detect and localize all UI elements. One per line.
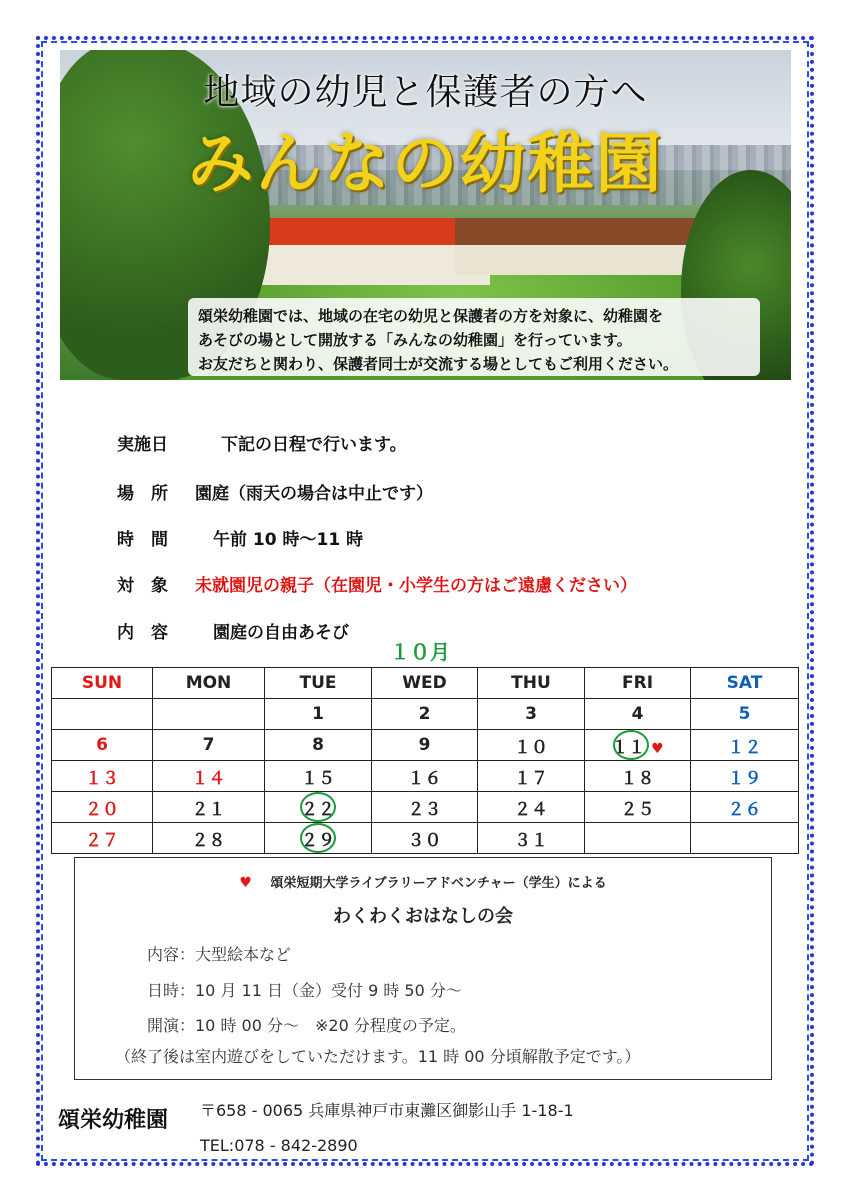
intro-line: あそびの場として開放する「みんなの幼稚園」を行っています。 — [198, 331, 632, 349]
event-start: 開演：10 時 00 分〜 ※20 分程度の予定。 — [147, 1016, 466, 1035]
calendar-day-number: １１ — [611, 737, 646, 758]
info-value: 下記の日程で行います。 — [221, 435, 407, 455]
calendar-day: 6 — [52, 730, 153, 761]
day-header-sat: SAT — [691, 668, 799, 699]
calendar-day: １０ — [478, 730, 585, 761]
calendar-header-row — [52, 668, 799, 699]
calendar-day: ２７ — [52, 823, 153, 854]
calendar-week-row — [52, 761, 799, 792]
info-row-target — [117, 571, 637, 596]
info-row-place — [117, 479, 433, 504]
calendar-day: ２０ — [52, 792, 153, 823]
calendar-day: ２８ — [153, 823, 265, 854]
calendar-day: ２３ — [372, 792, 478, 823]
calendar-day: １３ — [52, 761, 153, 792]
event-circle-marker — [613, 730, 649, 760]
info-label: 場 所 — [117, 484, 168, 504]
intro-line: 頌栄幼稚園では、地域の在宅の幼児と保護者の方を対象に、幼稚園を — [198, 307, 664, 325]
calendar-day — [585, 823, 691, 854]
day-header-wed: WED — [372, 668, 478, 699]
calendar-day: １６ — [372, 761, 478, 792]
calendar-day: 9 — [372, 730, 478, 761]
info-value: 午前 10 時〜11 時 — [213, 530, 364, 550]
calendar-day-event — [585, 730, 691, 761]
calendar-day: 2 — [372, 699, 478, 730]
calendar-day: 7 — [153, 730, 265, 761]
info-row-content — [117, 618, 349, 643]
day-header-tue: TUE — [265, 668, 372, 699]
school-tel: TEL:078 - 842-2890 — [200, 1136, 358, 1155]
intro-text — [188, 298, 760, 376]
calendar-day: １８ — [585, 761, 691, 792]
calendar-day: 8 — [265, 730, 372, 761]
school-address: 〒658 - 0065 兵庫県神戸市東灘区御影山手 1-18-1 — [200, 1101, 574, 1120]
info-row-time — [117, 525, 363, 550]
calendar-day: １５ — [265, 761, 372, 792]
hero-subtitle: 地域の幼児と保護者の方へ — [203, 72, 648, 113]
calendar-day-event — [265, 823, 372, 854]
event-box — [74, 857, 772, 1080]
hero-building-right — [455, 245, 720, 275]
calendar-day — [153, 699, 265, 730]
event-datetime: 日時：10 月 11 日（金）受付 9 時 50 分〜 — [147, 981, 462, 1000]
hero-roof-brown — [455, 218, 725, 248]
calendar-table — [51, 667, 799, 854]
calendar-day — [52, 699, 153, 730]
event-circle-marker — [300, 792, 336, 822]
calendar-day-event — [265, 792, 372, 823]
calendar-week-row — [52, 792, 799, 823]
calendar-day: 4 — [585, 699, 691, 730]
info-value: 園庭の自由あそび — [213, 623, 349, 643]
calendar-day: ２６ — [691, 792, 799, 823]
day-header-sun: SUN — [52, 668, 153, 699]
event-organizer — [75, 872, 771, 891]
intro-line: お友だちと関わり、保護者同士が交流する場としてもご利用ください。 — [198, 355, 679, 373]
info-label: 対 象 — [117, 576, 168, 596]
info-label: 内 容 — [117, 623, 168, 643]
day-header-thu: THU — [478, 668, 585, 699]
calendar-day — [691, 823, 799, 854]
calendar-day-number: ２２ — [301, 799, 335, 820]
calendar-day: 3 — [478, 699, 585, 730]
hero-photo — [60, 50, 791, 380]
tulip-icon: ♥ — [239, 875, 252, 891]
calendar-day: ３０ — [372, 823, 478, 854]
calendar-day: ２４ — [478, 792, 585, 823]
event-title: わくわくおはなしの会 — [333, 906, 513, 927]
event-note: （終了後は室内遊びをしていただけます。11 時 00 分頃解散予定です。） — [115, 1047, 641, 1066]
calendar-day: 1 — [265, 699, 372, 730]
calendar-day: ２１ — [153, 792, 265, 823]
calendar-month: １０月 — [390, 640, 450, 664]
info-row-date — [117, 430, 407, 455]
event-organizer-text: 頌栄短期大学ライブラリーアドベンチャー（学生）による — [270, 876, 607, 891]
day-header-fri: FRI — [585, 668, 691, 699]
event-content: 内容：大型絵本など — [147, 945, 292, 964]
calendar-week-row — [52, 730, 799, 761]
calendar-day: １４ — [153, 761, 265, 792]
info-label: 実施日 — [117, 435, 168, 455]
calendar-day: １２ — [691, 730, 799, 761]
calendar-day: １７ — [478, 761, 585, 792]
calendar-week-row — [52, 699, 799, 730]
calendar-day: ２５ — [585, 792, 691, 823]
info-value: 未就園児の親子（在園児・小学生の方はご遠慮ください） — [195, 576, 637, 596]
hero-title: みんなの幼稚園 — [187, 125, 664, 202]
calendar-day: １９ — [691, 761, 799, 792]
info-label: 時 間 — [117, 530, 168, 550]
info-value: 園庭（雨天の場合は中止です） — [195, 484, 433, 504]
tulip-icon: ♥ — [651, 740, 664, 757]
event-circle-marker — [300, 823, 336, 853]
calendar-day: 5 — [691, 699, 799, 730]
calendar-day: ３１ — [478, 823, 585, 854]
calendar-day-number: ２９ — [301, 830, 335, 851]
day-header-mon: MON — [153, 668, 265, 699]
school-name: 頌栄幼稚園 — [58, 1108, 169, 1133]
calendar-week-row — [52, 823, 799, 854]
